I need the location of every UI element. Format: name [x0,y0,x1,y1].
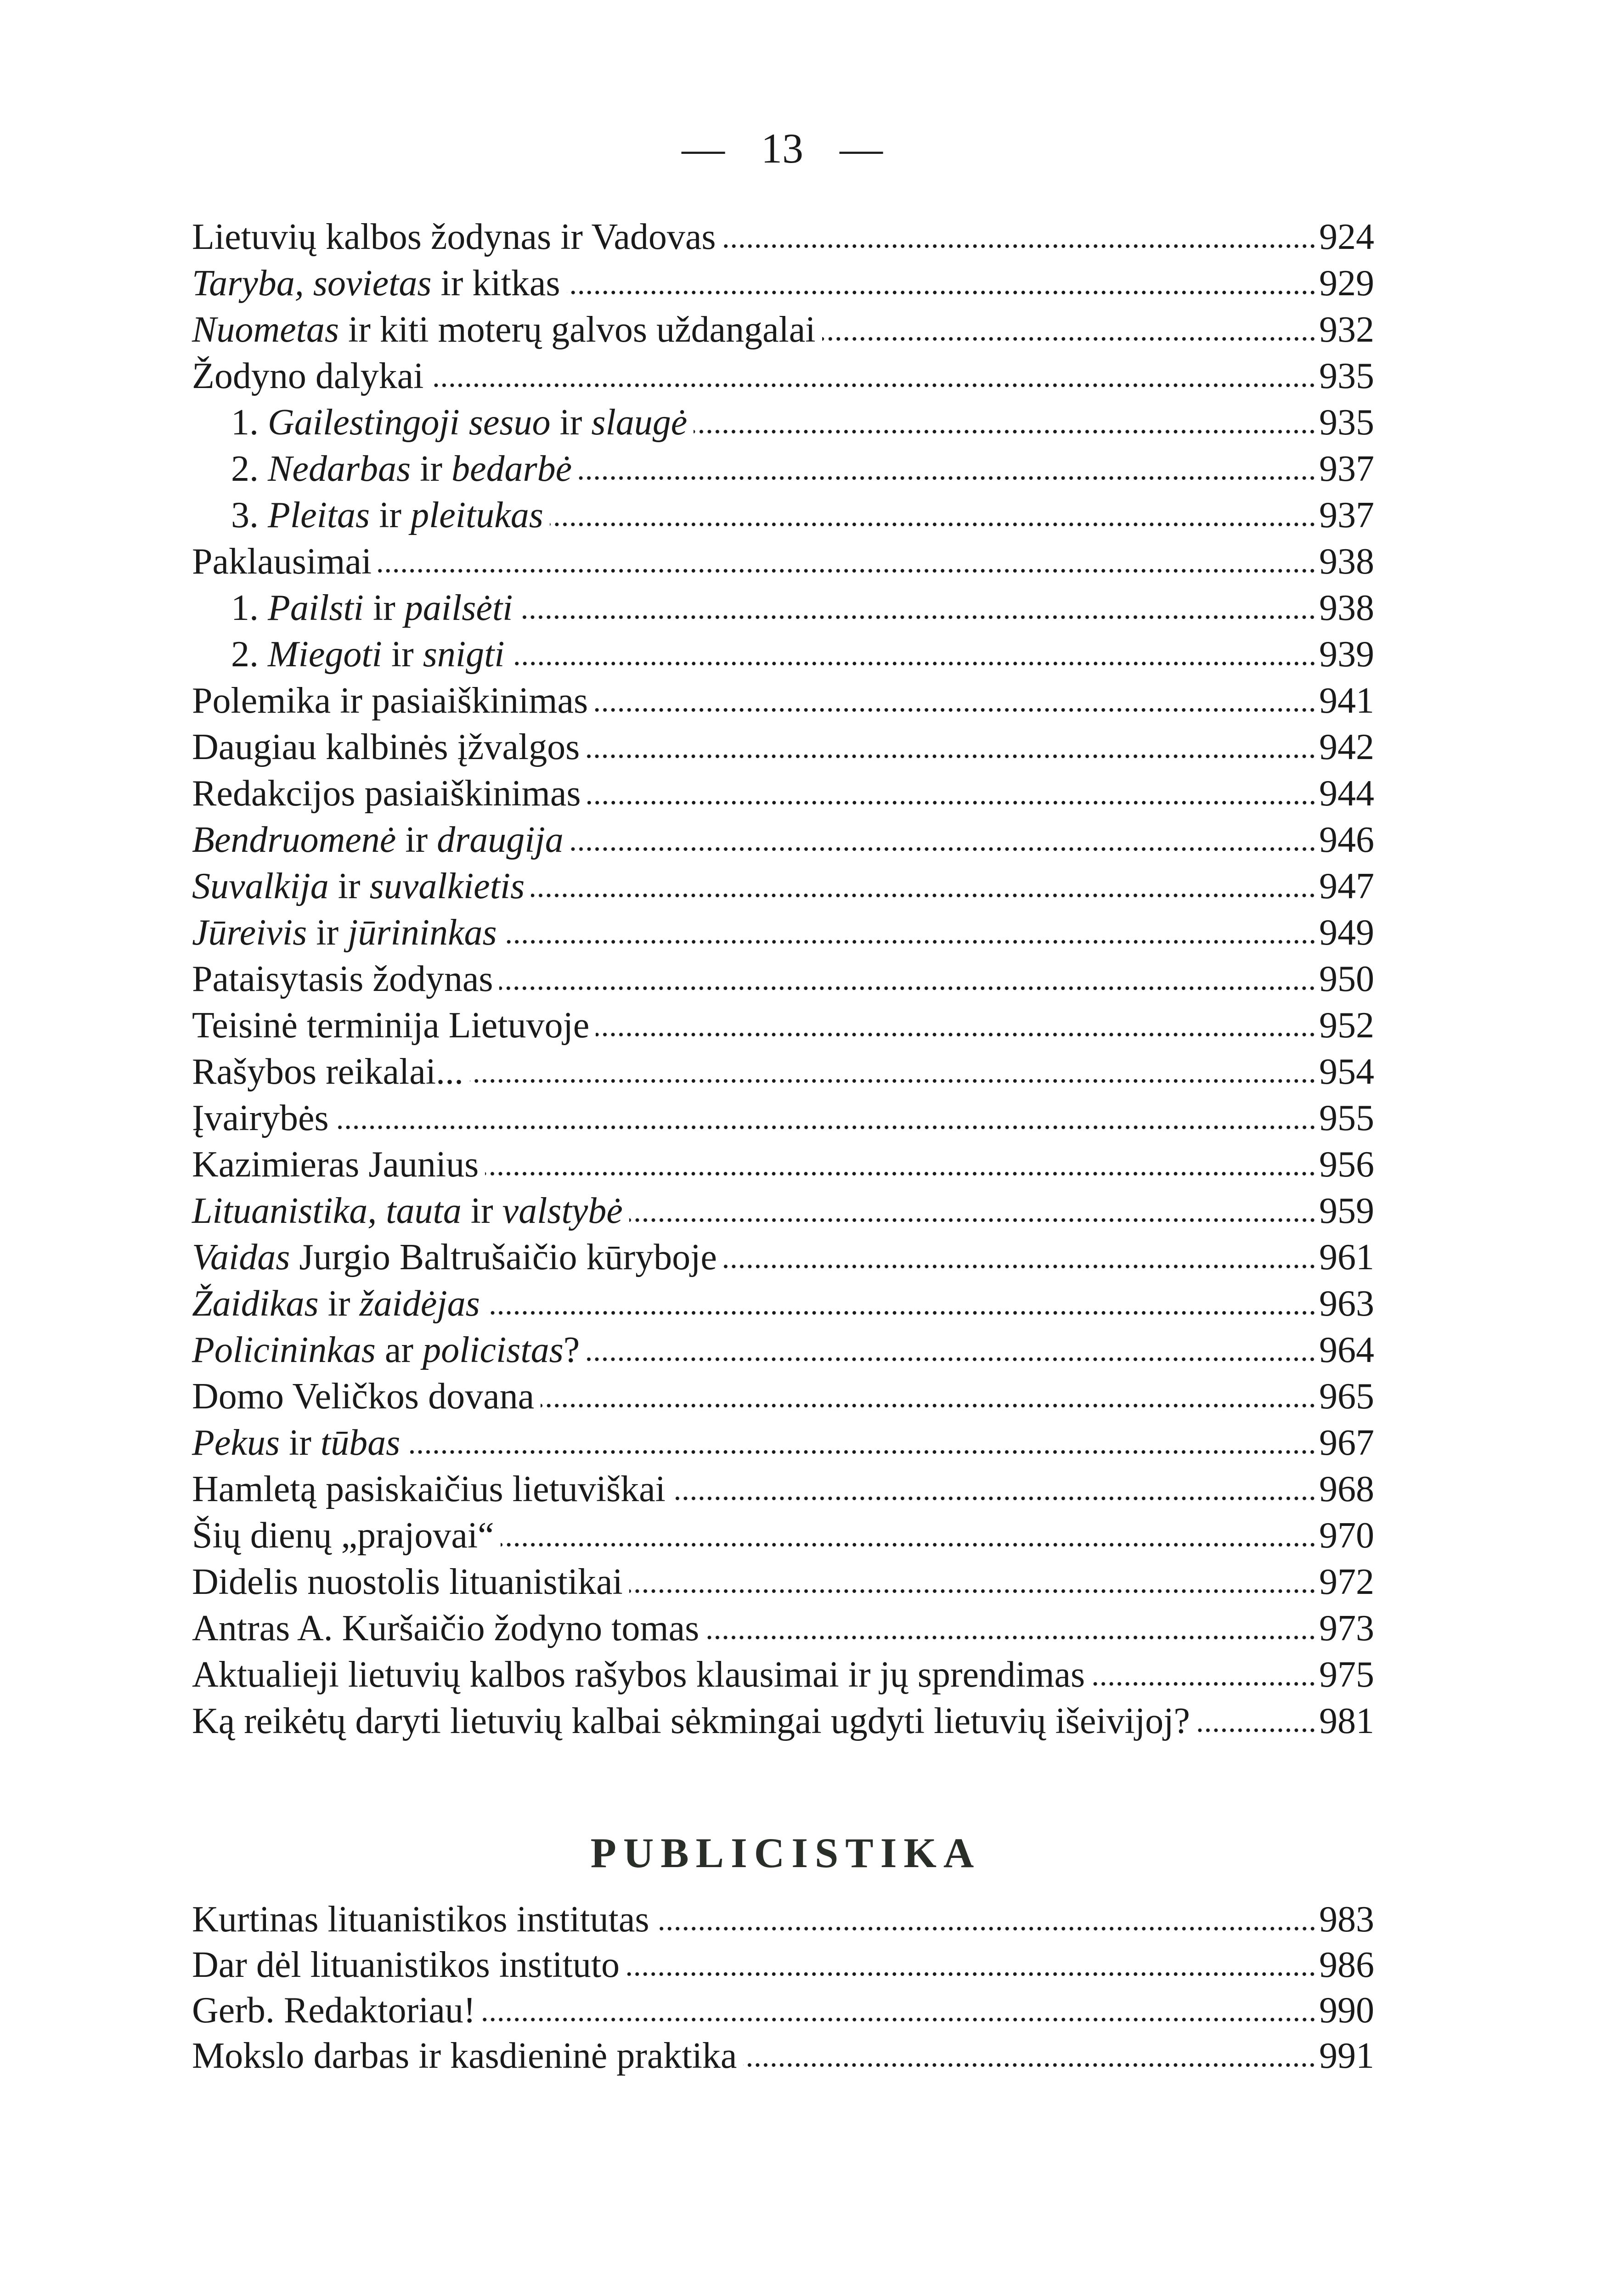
toc-entry-title-text: ir [461,1191,502,1231]
toc-entry-title-text: Gerb. Redaktoriau! [192,1990,476,2031]
toc-entry[interactable] [192,817,1374,863]
leader-dots [567,290,1317,295]
toc-entry-page-number: 947 [1319,866,1374,906]
toc-entry-title [192,678,588,724]
toc-entry-title [192,1373,534,1420]
toc-entry-title [192,1234,717,1281]
toc-entry-page-number: 937 [1319,495,1374,535]
toc-entry-title-italic: snigti [423,634,505,675]
toc-entry[interactable] [192,492,1374,539]
toc-entry-title [231,585,513,631]
toc-entry-title-italic: Nuometas [192,310,339,350]
leader-dots [531,893,1316,898]
leader-dots [743,2062,1316,2068]
leader-dots [485,1171,1316,1176]
leader-dots [1196,1728,1316,1733]
toc-entry-title-text: ir [318,1283,360,1324]
toc-entry-title-text: ir [280,1423,321,1463]
toc-entry-title [192,1142,479,1188]
toc-entry[interactable] [192,400,1374,446]
leader-dots [694,429,1316,434]
toc-entry-title-italic: pailsėti [404,588,513,628]
toc-entry-title [192,1281,480,1327]
toc-entry-title-text: ir [411,449,452,489]
toc-entry-title-text: 2. [231,634,268,675]
leader-dots [594,707,1316,713]
toc-entry-title-italic: draugija [437,820,564,860]
toc-entry-page-number: 975 [1319,1654,1374,1695]
toc-entry-title [192,771,581,817]
toc-entry-page-number: 963 [1319,1283,1374,1324]
leader-dots [705,1635,1316,1640]
leader-dots [626,1971,1316,1977]
page-number-value: 13 [761,125,803,172]
toc-entry[interactable] [192,956,1374,1002]
toc-entry[interactable] [192,1188,1374,1234]
toc-entry-title [192,539,372,585]
toc-entry[interactable] [192,539,1374,585]
toc-entry-page-number: 967 [1319,1423,1374,1463]
toc-entry-title-text: ir [382,634,423,675]
toc-entry-title-italic: bedarbė [451,449,572,489]
toc-entry[interactable] [192,1281,1374,1327]
toc-entry-page-number: 937 [1319,449,1374,489]
leader-dots [1091,1681,1316,1687]
toc-entry-page-number: 956 [1319,1144,1374,1185]
toc-entry-title-italic: Suvalkija [192,866,329,906]
toc-entry[interactable] [192,631,1374,678]
leader-dots [629,1588,1316,1594]
toc-entry-title-text: Polemika ir pasiaiškinimas [192,681,588,721]
toc-entry-title-text: Žodyno dalykai [192,356,424,396]
leader-dots [519,614,1316,620]
toc-entry-page-number: 970 [1319,1515,1374,1556]
leader-dots [672,1496,1316,1501]
toc-entry-title-italic: suvalkietis [369,866,525,906]
toc-entry-title-italic: Jūreivis [192,912,307,953]
toc-entry-page-number: 941 [1319,681,1374,721]
leader-dots [378,568,1316,574]
toc-entry-title-text: Didelis nuostolis lituanistikai [192,1562,623,1602]
toc-entry-title-text: Rašybos reikalai... [192,1052,463,1092]
leader-dots [723,1264,1316,1269]
toc-entry-title [192,1420,400,1466]
toc-entry-title [192,1897,649,1942]
toc-entry-title-text: Teisinė terminija Lietuvoje [192,1005,590,1046]
toc-entry-title-text: ir [363,588,405,628]
toc-entry-title-italic: pleitukas [411,495,543,535]
toc-entry-title-text: Jurgio Baltrušaičio kūryboje [290,1237,717,1277]
toc-entry-title-italic: Lituanistika, tauta [192,1191,462,1231]
toc-entry-title-text: Aktualieji lietuvių kalbos rašybos klausimai ir jų sprendimas [192,1654,1085,1695]
toc-entry-title [192,2033,737,2079]
toc-entry-title-text: ir [328,866,370,906]
toc-entry-page-number: 929 [1319,263,1374,304]
toc-entry-page-number: 965 [1319,1376,1374,1417]
toc-main-list [192,214,1374,1745]
toc-entry-title-text: Įvairybės [192,1098,329,1138]
toc-entry-title-text: Kurtinas lituanistikos institutas [192,1899,649,1940]
toc-entry-title-italic: valstybė [502,1191,623,1231]
toc-entry-page-number: 968 [1319,1469,1374,1509]
toc-entry[interactable] [192,353,1374,400]
toc-entry[interactable] [192,307,1374,353]
toc-entry-title-text: ir [307,912,348,953]
toc-entry-title-text: ir kitkas [431,263,560,304]
toc-entry-title-text: Daugiau kalbinės įžvalgos [192,727,580,767]
toc-entry-title [192,1002,589,1049]
toc-entry-title [192,1942,620,1988]
toc-publicistika-list [192,1897,1374,2079]
toc-entry-page-number: 939 [1319,634,1374,675]
toc-entry-page-number: 955 [1319,1098,1374,1138]
toc-entry-title-text: Paklausimai [192,541,372,582]
toc-entry-title-italic: slaugė [591,402,688,443]
toc-entry-title [192,1652,1085,1698]
toc-entry-page-number: 935 [1319,402,1374,443]
toc-entry[interactable] [192,260,1374,307]
toc-entry-title [192,956,493,1002]
toc-entry-title-text: Mokslo darbas ir kasdieninė praktika [192,2036,737,2076]
toc-entry-title [192,307,816,353]
toc-entry[interactable] [192,1373,1374,1420]
toc-entry-title-text: Lietuvių kalbos žodynas ir Vadovas [192,217,716,257]
toc-entry-page-number: 938 [1319,588,1374,628]
toc-entry-title-italic: Žaidikas [192,1283,319,1324]
toc-entry-title-italic: žaidėjas [359,1283,480,1324]
toc-entry-page-number: 983 [1319,1899,1374,1940]
toc-entry-title [192,724,580,771]
toc-entry[interactable] [192,585,1374,631]
toc-entry[interactable] [192,1559,1374,1605]
toc-entry-page-number: 961 [1319,1237,1374,1277]
toc-entry-title-italic: Vaidas [192,1237,290,1277]
toc-entry-title [231,400,687,446]
toc-entry[interactable] [192,1605,1374,1652]
leader-dots [511,661,1316,666]
toc-entry-title-italic: Pleitas [268,495,370,535]
toc-entry-title-text: 2. [231,449,268,489]
toc-entry-page-number: 942 [1319,727,1374,767]
toc-entry-title-text: ir [396,820,437,860]
toc-entry-title-text: 1. [231,588,268,628]
toc-entry-title-text: Ką reikėtų daryti lietuvių kalbai sėkmingai ugdyti lietuvių išeivijoj? [192,1701,1190,1741]
leader-dots [482,2017,1316,2022]
toc-entry-title-text: 3. [231,495,268,535]
toc-entry-title [192,214,716,260]
toc-entry[interactable] [192,1327,1374,1373]
toc-entry[interactable] [192,2033,1374,2079]
toc-entry[interactable] [192,1942,1374,1988]
toc-entry-page-number: 938 [1319,541,1374,582]
toc-entry-title-italic: Bendruomenė [192,820,396,860]
leader-dots [586,754,1316,759]
toc-entry-page-number: 935 [1319,356,1374,396]
toc-entry-title-text: Hamletą pasiskaičius lietuviškai [192,1469,666,1509]
toc-entry[interactable] [192,1466,1374,1513]
toc-entry-title-italic: Policininkas [192,1330,376,1370]
toc-entry[interactable] [192,724,1374,771]
toc-entry-title [192,863,525,910]
leader-dots [586,1356,1316,1362]
leader-dots [596,1032,1316,1037]
toc-entry-title [192,910,497,956]
toc-entry[interactable] [192,1142,1374,1188]
leader-dots [722,243,1316,249]
toc-entry[interactable] [192,1049,1374,1095]
toc-entry-title-text: ir kiti moterų galvos uždangalai [339,310,816,350]
toc-entry-title-italic: tūbas [320,1423,401,1463]
toc-entry-page-number: 949 [1319,912,1374,953]
leader-dots [656,1926,1316,1931]
toc-entry-title-text: Domo Veličkos dovana [192,1376,535,1417]
toc-entry-title-text: Pataisytasis žodynas [192,959,493,999]
toc-entry-page-number: 946 [1319,820,1374,860]
toc-entry-page-number: 986 [1319,1945,1374,1985]
toc-entry-page-number: 991 [1319,2036,1374,2076]
toc-entry-title-text: Antras A. Kuršaičio žodyno tomas [192,1608,700,1649]
leader-dots [541,1403,1316,1408]
leader-dots [501,1542,1316,1548]
leader-dots [470,1078,1316,1084]
toc-entry-page-number: 932 [1319,310,1374,350]
toc-entry[interactable] [192,771,1374,817]
toc-entry-title [192,1095,329,1142]
toc-entry-page-number: 950 [1319,959,1374,999]
toc-entry-title [231,492,543,539]
toc-entry[interactable] [192,1652,1374,1698]
toc-entry-title-italic: Pailsti [268,588,364,628]
toc-entry[interactable] [192,1420,1374,1466]
toc-entry[interactable] [192,1234,1374,1281]
leader-dots [578,475,1316,481]
toc-entry-title [192,1559,623,1605]
toc-entry[interactable] [192,446,1374,492]
toc-entry-page-number: 959 [1319,1191,1374,1231]
toc-entry-title-italic: jūrininkas [348,912,497,953]
toc-entry-title [192,1188,623,1234]
toc-entry-title-italic: policistas [423,1330,564,1370]
leader-dots [406,1449,1316,1455]
toc-entry-title-text: 1. [231,402,268,443]
toc-entry[interactable] [192,910,1374,956]
page-number-dash-right: — [840,125,883,172]
toc-entry-page-number: 964 [1319,1330,1374,1370]
toc-entry-title [192,1698,1190,1745]
toc-entry-page-number: 924 [1319,217,1374,257]
toc-entry[interactable] [192,1897,1374,1942]
section-heading-publicistika: PUBLICISTIKA [590,1829,981,1876]
leader-dots [570,846,1316,852]
toc-entry-title-text: Kazimieras Jaunius [192,1144,479,1185]
toc-entry-page-number: 944 [1319,773,1374,814]
toc-entry[interactable] [192,678,1374,724]
toc-entry-title [192,1466,666,1513]
leader-dots [629,1217,1316,1223]
toc-entry-title-text: ar [375,1330,423,1370]
toc-entry-title [192,353,423,400]
leader-dots [550,522,1316,527]
toc-entry-title-italic: Miegoti [268,634,382,675]
toc-entry-title-italic: Nedarbas [268,449,411,489]
leader-dots [430,383,1316,388]
toc-entry[interactable] [192,1095,1374,1142]
toc-entry-title [192,1513,494,1559]
toc-entry-title-italic: Taryba, sovietas [192,263,432,304]
toc-entry-title-italic: Pekus [192,1423,280,1463]
toc-entry-title-text: ? [563,1330,580,1370]
toc-entry[interactable] [192,214,1374,260]
toc-entry-title [192,1988,476,2033]
toc-entry[interactable] [192,1002,1374,1049]
toc-entry[interactable] [192,863,1374,910]
leader-dots [335,1125,1316,1130]
toc-entry-page-number: 952 [1319,1005,1374,1046]
toc-entry-title [192,260,560,307]
page-number [0,123,1564,174]
toc-entry-page-number: 973 [1319,1608,1374,1649]
leader-dots [503,939,1316,945]
toc-entry[interactable] [192,1988,1374,2033]
toc-entry-title [192,1327,580,1373]
toc-entry-page-number: 981 [1319,1701,1374,1741]
toc-entry-title [231,446,572,492]
toc-entry-page-number: 954 [1319,1052,1374,1092]
page-number-dash-left: — [682,125,725,172]
leader-dots [822,336,1317,342]
toc-entry-title-text: Šių dienų „prajovai“ [192,1515,494,1556]
toc-entry-title [192,817,564,863]
leader-dots [499,985,1316,991]
toc-entry-title [192,1605,699,1652]
toc-entry-title-text: ir [370,495,411,535]
leader-dots [587,800,1316,805]
toc-entry[interactable] [192,1698,1374,1745]
toc-entry-page-number: 990 [1319,1990,1374,2031]
leader-dots [486,1310,1316,1316]
toc-entry-title-text: Dar dėl lituanistikos instituto [192,1945,620,1985]
toc-entry-title-text: Redakcijos pasiaiškinimas [192,773,581,814]
toc-entry[interactable] [192,1513,1374,1559]
toc-entry-title-italic: Gailestingoji sesuo [268,402,551,443]
toc-entry-title-text: ir [550,402,592,443]
toc-entry-title [192,1049,463,1095]
toc-entry-page-number: 972 [1319,1562,1374,1602]
toc-entry-title [231,631,505,678]
